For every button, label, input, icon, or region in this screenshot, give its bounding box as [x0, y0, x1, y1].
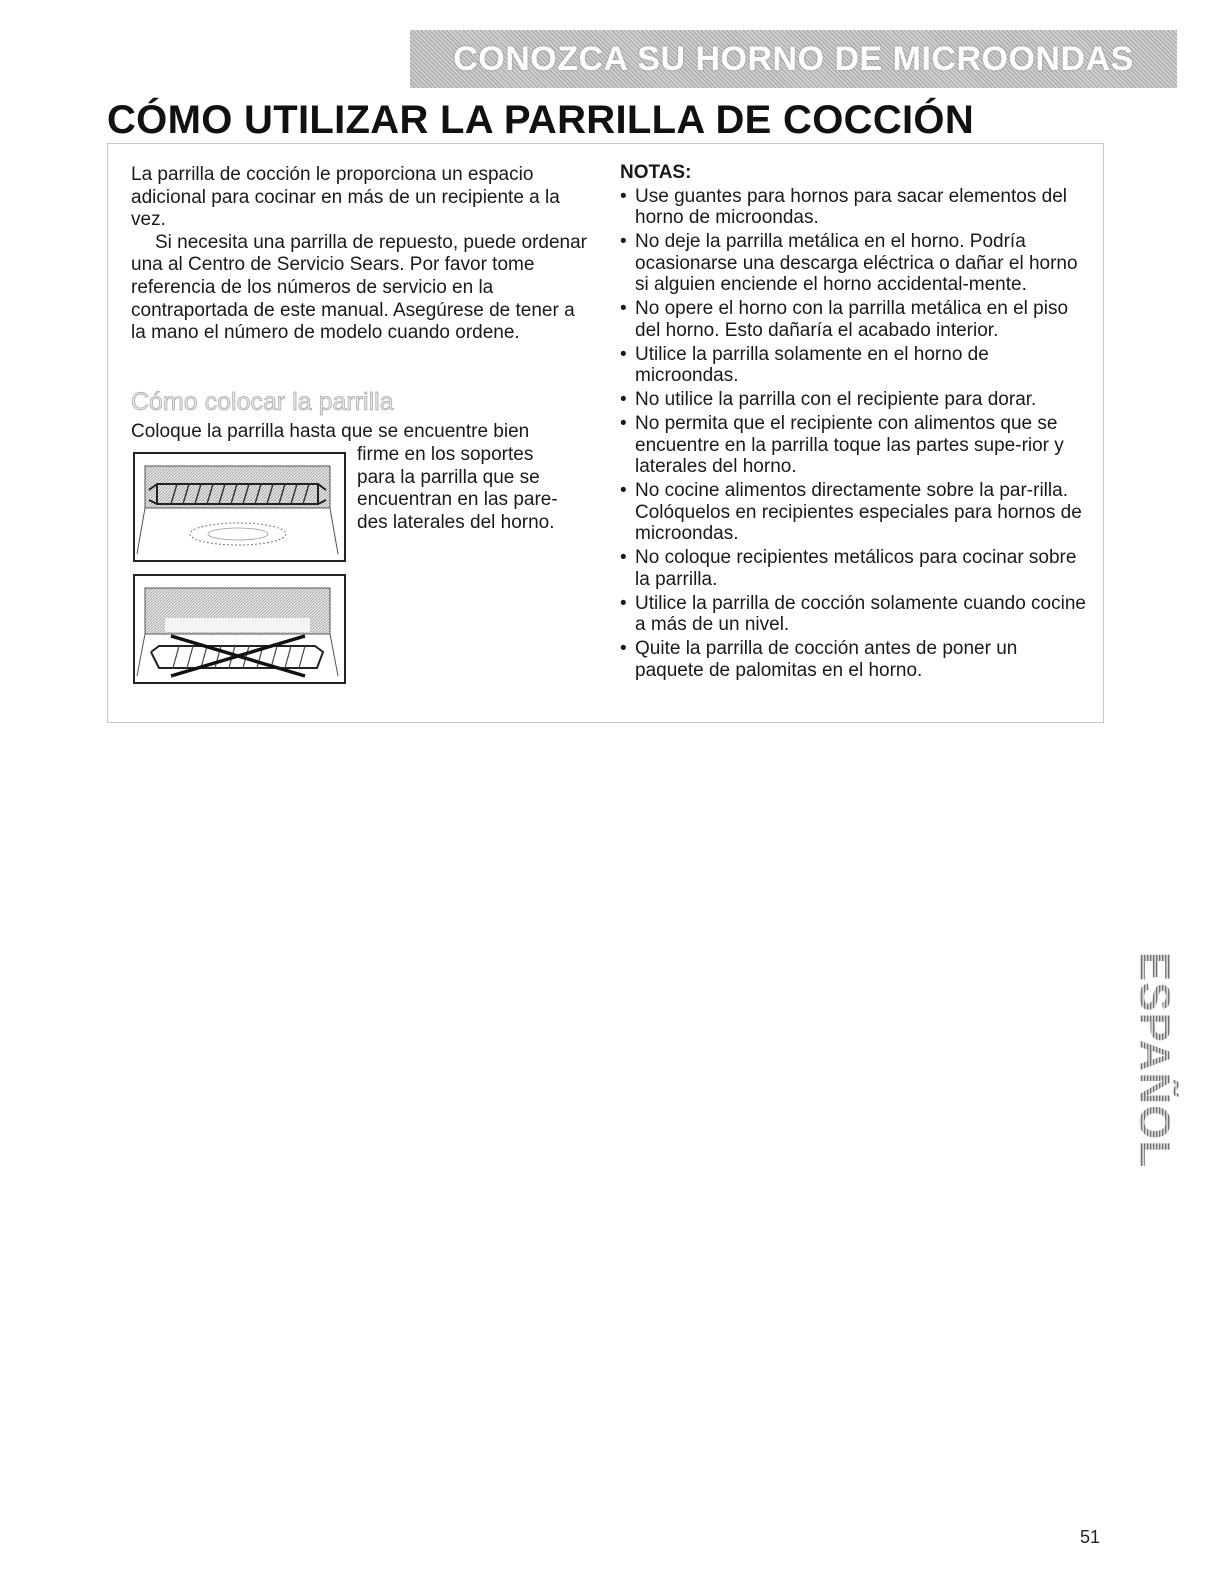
note-item: • Quite la parrilla de cocción antes de poner un paquete de palomitas en el horno. [620, 638, 1090, 681]
placement-subheading: Cómo colocar la parrilla [131, 388, 394, 416]
notes-list [620, 186, 1090, 682]
replacement-paragraph: Si necesita una parrilla de repuesto, puede ordenar una al Centro de Servicio Sears. Por favor tome referencia de los números de servicio en la contraportada de este manual. Asegúrese de tener a la mano el número de modelo cuando ordene. [131, 231, 588, 344]
note-item: • Use guantes para hornos para sacar elementos del horno de microondas. [620, 186, 1090, 229]
section-banner-text: CONOZCA SU HORNO DE MICROONDAS [453, 39, 1134, 78]
page-number: 51 [1080, 1527, 1101, 1547]
language-side-tab-text: ESPAÑOL [1130, 951, 1179, 1169]
placement-line: des laterales del horno. [357, 511, 555, 533]
notes-title: NOTAS: [620, 162, 692, 183]
language-side-tab [1130, 940, 1179, 1180]
note-item: • No coloque recipientes metálicos para cocinar sobre la parrilla. [620, 547, 1090, 590]
notes-column [620, 162, 1090, 684]
left-column [131, 164, 591, 345]
placement-line: firme en los soportes [357, 444, 534, 465]
oven-rack-correct-icon [135, 454, 340, 556]
note-item: • No permita que el recipiente con alimentos que se encuentre en la parrilla toque las partes supe-rior y laterales del horno. [620, 413, 1090, 478]
placement-first-line: Coloque la parrilla hasta que se encuentre bien [131, 421, 530, 442]
page-title: CÓMO UTILIZAR LA PARRILLA DE COCCIÓN [107, 98, 975, 142]
note-item: • No deje la parrilla metálica en el horno. Podría ocasionarse una descarga eléctrica o dañar el horno si alguien enciende el horno accidental-mente. [620, 231, 1090, 296]
oven-rack-correct-figure [133, 452, 346, 562]
placement-line: encuentran en las pare- [357, 489, 558, 511]
oven-rack-incorrect-figure [133, 574, 346, 684]
placement-wrap-text [357, 444, 587, 534]
note-item: • No cocine alimentos directamente sobre la par-rilla. Colóquelos en recipientes especiales para hornos de microondas. [620, 480, 1090, 545]
note-item: • No opere el horno con la parrilla metálica en el piso del horno. Esto dañaría el acabado interior. [620, 298, 1090, 341]
note-item: • Utilice la parrilla de cocción solamente cuando cocine a más de un nivel. [620, 593, 1090, 636]
placement-line: para la parrilla que se [357, 466, 540, 488]
note-item: • No utilice la parrilla con el recipiente para dorar. [620, 389, 1090, 411]
note-item: • Utilice la parrilla solamente en el horno de microondas. [620, 344, 1090, 387]
section-banner [410, 30, 1177, 88]
intro-paragraph: La parrilla de cocción le proporciona un espacio adicional para cocinar en más de un recipiente a la vez. [131, 164, 560, 231]
oven-rack-incorrect-icon [135, 576, 340, 678]
